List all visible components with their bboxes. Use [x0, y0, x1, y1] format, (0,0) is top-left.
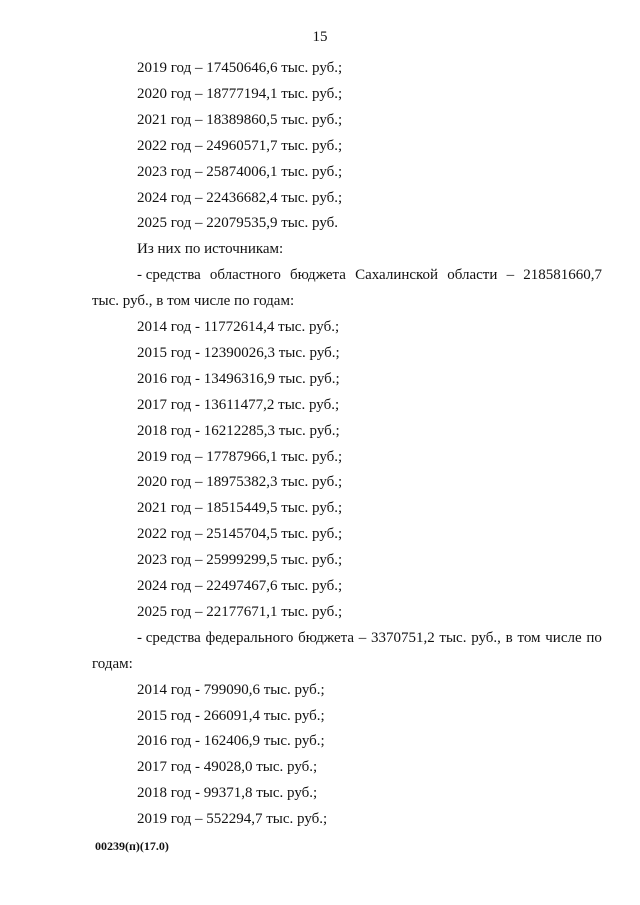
year-funding-line: 2023 год – 25874006,1 тыс. руб.; [137, 163, 343, 180]
regional-year-line: 2024 год – 22497467,6 тыс. руб.; [137, 578, 343, 594]
year-funding-line: 2024 год – 22436682,4 тыс. руб.; [137, 189, 343, 206]
word: - средства [137, 629, 201, 646]
word: - средства [137, 267, 201, 284]
word: – [358, 629, 367, 646]
page-number: 15 [312, 29, 328, 45]
regional-year-line: 2018 год - 16212285,3 тыс. руб.; [137, 422, 340, 439]
regional-year-line: 2017 год - 13611477,2 тыс. руб.; [137, 396, 340, 413]
word: руб., [471, 629, 501, 646]
regional-year-line: 2023 год – 25999299,5 тыс. руб.; [137, 552, 343, 569]
federal-year-line: 2019 год – 552294,7 тыс. руб.; [137, 811, 328, 828]
year-funding-line: 2022 год – 24960571,7 тыс. руб.; [137, 137, 343, 154]
year-funding-line: 2020 год – 18777194,1 тыс. руб.; [137, 85, 343, 102]
federal-budget-intro-continued: годам: [92, 655, 133, 672]
federal-year-line: 2016 год - 162406,9 тыс. руб.; [137, 733, 325, 750]
federal-budget-intro [137, 629, 602, 647]
word: области [447, 267, 498, 284]
year-funding-line: 2019 год – 17450646,6 тыс. руб.; [137, 60, 343, 76]
word: Сахалинской [355, 267, 439, 284]
word: бюджета [298, 629, 355, 646]
year-funding-line: 2021 год – 18389860,5 тыс. руб.; [137, 111, 343, 128]
regional-budget-intro-continued: тыс. руб., в том числе по годам: [92, 293, 295, 310]
regional-year-line: 2021 год – 18515449,5 тыс. руб.; [137, 500, 343, 517]
regional-year-line: 2014 год - 11772614,4 тыс. руб.; [137, 319, 340, 335]
federal-year-line: 2014 год - 799090,6 тыс. руб.; [137, 681, 325, 698]
regional-year-line: 2025 год – 22177671,1 тыс. руб.; [137, 603, 343, 620]
regional-budget-intro [137, 266, 602, 284]
word: тыс. [439, 629, 467, 646]
word: областного [209, 267, 281, 284]
federal-year-line: 2017 год - 49028,0 тыс. руб.; [137, 759, 318, 776]
federal-year-line: 2015 год - 266091,4 тыс. руб.; [137, 707, 325, 724]
word: бюджета [289, 267, 346, 284]
regional-year-line: 2019 год – 17787966,1 тыс. руб.; [137, 448, 343, 465]
word: – [506, 267, 515, 284]
word: 218581660,7 [523, 267, 602, 284]
federal-year-line: 2018 год - 99371,8 тыс. руб.; [137, 785, 318, 802]
word: в [505, 629, 513, 646]
sources-heading: Из них по источникам: [137, 241, 284, 258]
word: федерального [205, 629, 294, 646]
regional-year-line: 2015 год - 12390026,3 тыс. руб.; [137, 344, 340, 361]
regional-year-line: 2020 год – 18975382,3 тыс. руб.; [137, 474, 343, 491]
regional-year-line: 2016 год - 13496316,9 тыс. руб.; [137, 370, 340, 387]
word: том [517, 629, 541, 646]
regional-year-line: 2022 год – 25145704,5 тыс. руб.; [137, 526, 343, 543]
word: по [586, 629, 602, 646]
year-funding-line: 2025 год – 22079535,9 тыс. руб. [137, 215, 339, 232]
document-code-footer: 00239(п)(17.0) [95, 839, 169, 853]
word: 3370751,2 [370, 629, 435, 646]
word: числе [545, 629, 582, 646]
